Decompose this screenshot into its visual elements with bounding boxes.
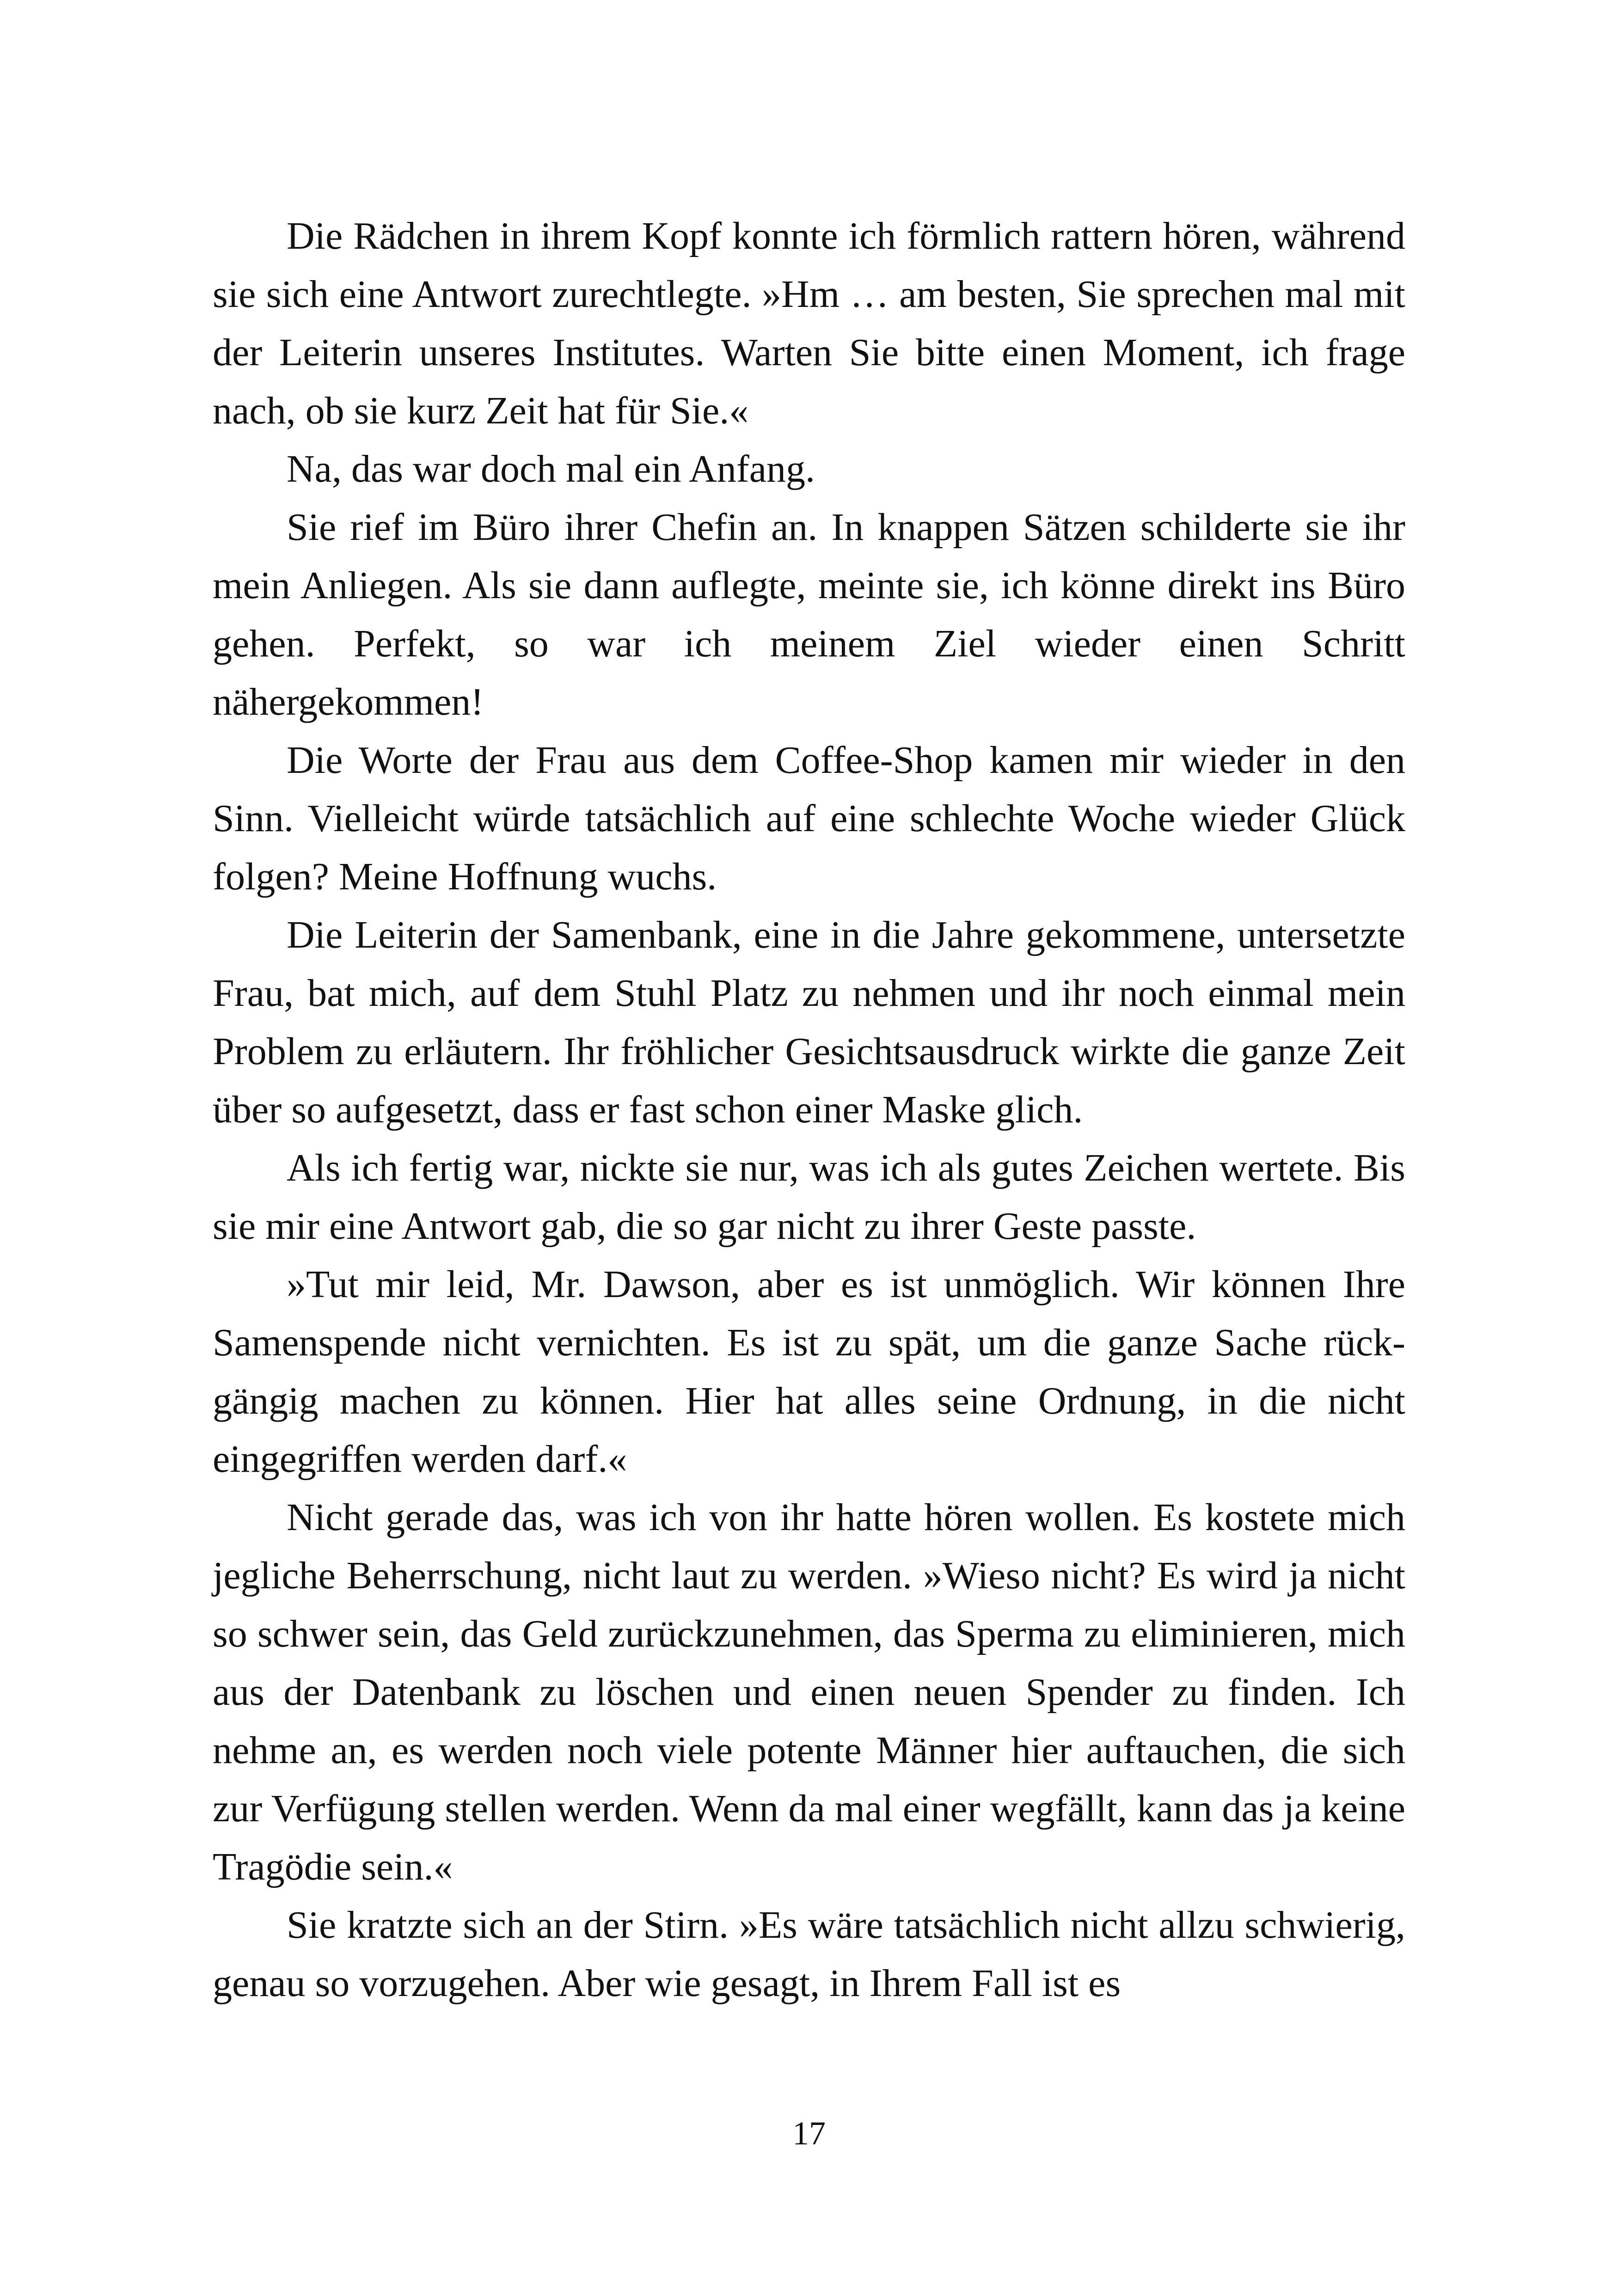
paragraph: Als ich fertig war, nickte sie nur, was ich als gutes Zeichen wertete. Bis sie mir eine Antwort gab, die so gar nicht zu ihrer Geste passte. [213,1146,1405,1248]
paragraph: Die Rädchen in ihrem Kopf konnte ich förmlich rattern hören, während sie sich eine Antwort zurechtlegte. »Hm … am besten, Sie sprechen mal mit der Leiterin unseres Institutes. Warten Sie bitte einen Moment, ich frage nach, ob sie kurz Zeit hat für Sie.« [213,214,1405,432]
paragraph: Na, das war doch mal ein Anfang. [287,447,815,490]
body-text [213,207,1405,2013]
paragraph: »Tut mir leid, Mr. Dawson, aber es ist unmöglich. Wir können Ihre Samenspende nicht vernichten. Es ist zu spät, um die ganze Sache rückgängig machen zu können. Hier hat alles seine Ordnung, in die nicht eingegriffen werden darf.« [213,1263,1405,1481]
page-number: 17 [792,2115,826,2152]
paragraph: Nicht gerade das, was ich von ihr hatte hören wollen. Es kostete mich jegliche Beherrschung, nicht laut zu werden. »Wieso nicht? Es wird ja nicht so schwer sein, das Geld zurückzunehmen, das Sperma zu eliminieren, mich aus der Datenbank zu löschen und einen neuen Spender zu finden. Ich nehme an, es werden noch viele potente Männer hier auftauchen, die sich zur Verfügung stellen werden. Wenn da mal einer wegfällt, kann das ja keine Tragödie sein.« [213,1496,1405,1888]
paragraph: Die Leiterin der Samenbank, eine in die Jahre gekommene, untersetzte Frau, bat mich, auf dem Stuhl Platz zu nehmen und ihr noch einmal mein Problem zu erläutern. Ihr fröhlicher Gesichtsausdruck wirkte die ganze Zeit über so aufgesetzt, dass er fast schon einer Maske glich. [213,913,1405,1131]
paragraph: Sie kratzte sich an der Stirn. »Es wäre tatsächlich nicht allzu schwierig, genau so vorzugehen. Aber wie gesagt, in Ihrem Fall ist es [213,1904,1405,2005]
paragraph: Sie rief im Büro ihrer Chefin an. In knappen Sätzen schilderte sie ihr mein Anliegen. Als sie dann auflegte, meinte sie, ich könne direkt ins Büro gehen. Perfekt, so war ich meinem Ziel wieder einen Schritt nähergekommen! [213,506,1405,723]
paragraph: Die Worte der Frau aus dem Coffee-Shop kamen mir wieder in den Sinn. Vielleicht würde tatsächlich auf eine schlechte Woche wieder Glück folgen? Meine Hoffnung wuchs. [213,739,1405,898]
